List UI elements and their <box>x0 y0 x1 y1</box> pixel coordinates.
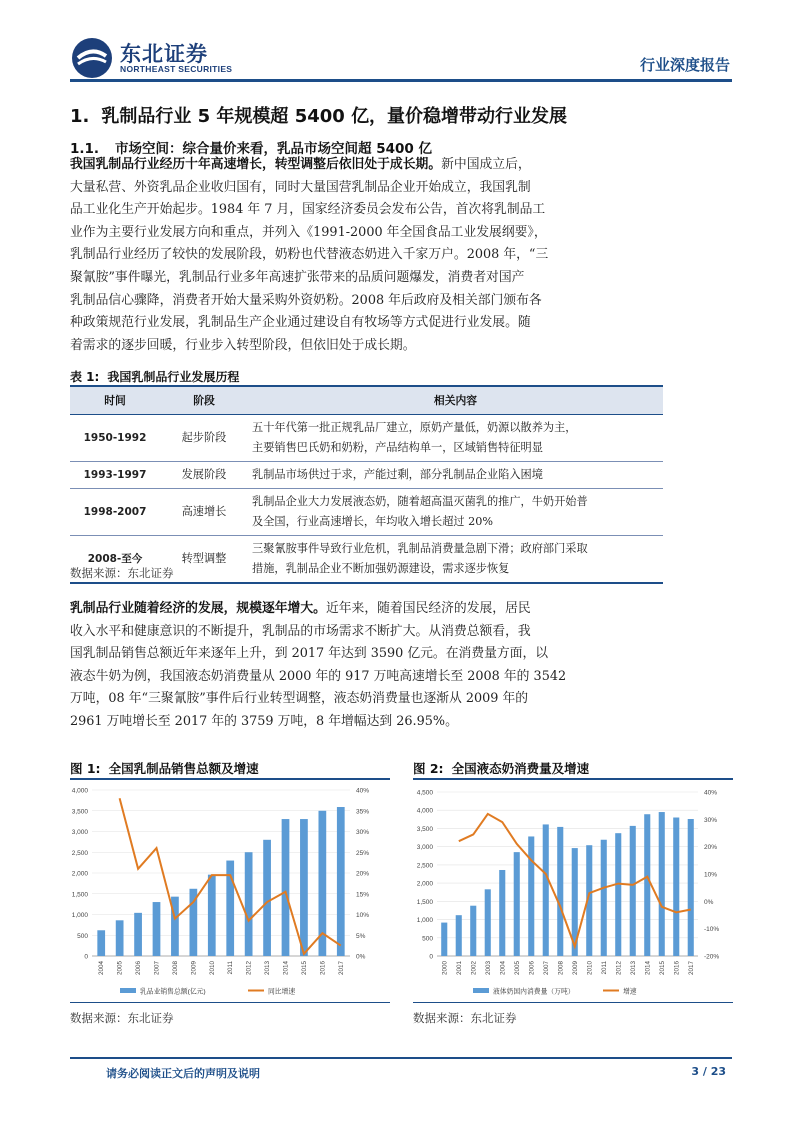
paragraph-line: 万吨，08 年“三聚氰胺”事件后行业转型调整，液态奶消费量也逐渐从 2009 年的 <box>70 691 529 707</box>
cell-period: 1998-2007 <box>70 489 160 536</box>
bar <box>557 827 563 956</box>
section-number: 1. <box>70 106 90 127</box>
cell-content-line: 五十年代第一批正规乳品厂建立，原奶产量低，奶源以散养为主， <box>252 421 577 434</box>
y-left-tick-label: 2,000 <box>71 870 88 878</box>
y-right-tick-label: 35% <box>356 808 370 816</box>
subsection-number: 1.1. <box>70 141 100 157</box>
y-right-tick-label: 0% <box>704 898 714 906</box>
x-tick-label: 2017 <box>687 961 695 976</box>
page-number: 3 / 23 <box>691 1065 726 1078</box>
figure-2-caption <box>413 759 589 777</box>
legend-bar-swatch <box>473 988 489 993</box>
x-tick-label: 2016 <box>319 961 327 976</box>
x-tick-label: 2001 <box>455 961 463 976</box>
table-row <box>70 489 663 536</box>
table-number: 表 1: <box>70 370 100 384</box>
cell-period: 2008-至今 <box>70 536 160 584</box>
bar <box>282 819 290 956</box>
paragraph-line: 收入水平和健康意识的不断提升，乳制品的市场需求不断扩大。从消费总额看，我 <box>70 623 531 639</box>
bar <box>263 840 271 956</box>
bar <box>116 920 124 956</box>
y-left-tick-label: 0 <box>84 953 88 961</box>
y-left-tick-label: 500 <box>422 935 433 943</box>
paragraph-line: 国乳制品销售总额近年来逐年上升，到 2017 年达到 3590 亿元。在消费量方面，以 <box>70 646 549 662</box>
table-header-row <box>70 386 663 415</box>
x-tick-label: 2008 <box>171 961 179 976</box>
y-left-tick-label: 4,000 <box>416 807 433 815</box>
y-left-tick-label: 3,500 <box>71 808 88 816</box>
paragraph-line: 近年来，随着国民经济的发展，居民 <box>325 601 531 616</box>
figure-title: 全国乳制品销售总额及增速 <box>108 761 259 776</box>
x-tick-label: 2017 <box>337 961 345 976</box>
cell-stage: 转型调整 <box>160 536 248 584</box>
x-tick-label: 2010 <box>208 961 216 976</box>
x-tick-label: 2012 <box>615 961 623 976</box>
cell-content-line: 措施，乳制品企业不断加强奶源建设，需求逐步恢复 <box>252 562 510 575</box>
y-right-tick-label: -10% <box>704 926 720 934</box>
y-left-tick-label: 500 <box>77 932 88 940</box>
cell-content <box>248 415 663 462</box>
x-tick-label: 2004 <box>98 961 106 976</box>
y-right-tick-label: 40% <box>356 787 370 795</box>
x-tick-label: 2002 <box>470 961 478 976</box>
x-tick-label: 2011 <box>600 961 608 975</box>
paragraph-line: 2961 万吨增长至 2017 年的 3759 万吨，8 年增幅达到 26.95%。 <box>70 713 458 729</box>
bar <box>485 889 491 956</box>
x-tick-label: 2005 <box>116 961 124 976</box>
y-left-tick-label: 3,000 <box>416 844 433 852</box>
y-right-tick-label: 10% <box>704 871 718 879</box>
section-heading <box>70 102 567 128</box>
table-caption <box>70 368 239 385</box>
x-tick-label: 2011 <box>227 961 235 975</box>
y-left-tick-label: 3,000 <box>71 829 88 836</box>
column-header-period: 时间 <box>70 386 160 415</box>
figure-number: 图 1: <box>70 761 101 776</box>
bar <box>644 814 650 956</box>
x-tick-label: 2007 <box>542 961 550 976</box>
cell-content <box>248 489 663 536</box>
y-right-tick-label: 0% <box>356 953 366 961</box>
cell-content-line: 主要销售巴氏奶和奶粉，产品结构单一，区域销售特征明显 <box>252 441 543 454</box>
x-tick-label: 2009 <box>190 961 198 976</box>
y-left-tick-label: 4,500 <box>416 789 433 797</box>
x-tick-label: 2014 <box>282 961 290 976</box>
paragraph-line: 乳制品行业经历了较快的发展阶段，奶粉也代替液态奶进入千家万户。2008 年，“三 <box>70 247 549 263</box>
cell-content-line: 乳制品市场供过于求，产能过剩，部分乳制品企业陷入困境 <box>252 468 543 481</box>
y-right-tick-label: 30% <box>704 816 718 824</box>
table-row <box>70 462 663 489</box>
paragraph-lead: 乳制品行业随着经济的发展，规模逐年增大。 <box>70 601 326 616</box>
y-right-tick-label: 25% <box>356 849 370 857</box>
y-left-tick-label: 1,500 <box>71 891 88 899</box>
footer-divider <box>70 1057 732 1059</box>
x-tick-label: 2014 <box>644 961 652 976</box>
section-title: 乳制品行业 5 年规模超 5400 亿，量价稳增带动行业发展 <box>101 106 568 127</box>
paragraph-line: 品工业化生产开始起步。1984 年 7 月，国家经济委员会发布公告，首次将乳制品工 <box>70 202 546 218</box>
x-tick-label: 2016 <box>673 961 681 976</box>
liquid-milk-consumption-chart <box>413 782 733 1000</box>
brand-name-english: NORTHEAST SECURITIES <box>120 64 233 74</box>
bar <box>615 833 621 956</box>
cell-stage: 高速增长 <box>160 489 248 536</box>
cell-stage: 起步阶段 <box>160 415 248 462</box>
figure-1-source: 数据来源：东北证券 <box>70 1011 174 1025</box>
legend-bar-label: 乳品业销售总额(亿元) <box>140 988 206 996</box>
x-tick-label: 2013 <box>264 961 272 976</box>
column-header-stage: 阶段 <box>160 386 248 415</box>
cell-content <box>248 462 663 489</box>
x-tick-label: 2015 <box>300 961 308 976</box>
cell-stage: 发展阶段 <box>160 462 248 489</box>
x-tick-label: 2007 <box>153 961 161 976</box>
y-right-tick-label: 40% <box>704 789 718 797</box>
y-left-tick-label: 2,000 <box>416 880 433 888</box>
legend-line-label: 同比增速 <box>268 988 296 996</box>
x-tick-label: 2006 <box>135 961 143 976</box>
y-right-tick-label: 20% <box>704 844 718 852</box>
bar <box>337 807 345 956</box>
y-right-tick-label: 5% <box>356 932 366 940</box>
paragraph-line: 聚氰胺”事件曝光，乳制品行业多年高速扩张带来的品质问题爆发，消费者对国产 <box>70 269 525 285</box>
x-tick-label: 2004 <box>499 961 507 976</box>
bar <box>543 824 549 956</box>
bar <box>659 812 665 956</box>
y-right-tick-label: 15% <box>356 891 370 899</box>
bar <box>300 819 308 956</box>
x-tick-label: 2010 <box>586 961 594 976</box>
bar <box>470 906 476 956</box>
bar <box>688 819 694 956</box>
figure-number: 图 2: <box>413 761 444 776</box>
figure-2-source: 数据来源：东北证券 <box>413 1011 517 1025</box>
bar <box>514 852 520 956</box>
x-tick-label: 2000 <box>441 961 449 976</box>
paragraph-lead: 我国乳制品行业经历十年高速增长，转型调整后依旧处于成长期。 <box>70 157 442 172</box>
y-right-tick-label: 10% <box>356 912 370 919</box>
column-header-content: 相关内容 <box>248 386 663 415</box>
cell-content-line: 及全国，行业高速增长，年均收入增长超过 20% <box>252 515 493 528</box>
y-left-tick-label: 2,500 <box>71 849 88 857</box>
cell-content-line: 三聚氰胺事件导致行业危机，乳制品消费量急剧下滑；政府部门采取 <box>252 542 588 555</box>
bar <box>97 930 105 956</box>
y-right-tick-label: -20% <box>704 953 720 961</box>
figure-1-top-rule <box>70 778 390 780</box>
bar <box>601 840 607 956</box>
brand-name: 东北证券 <box>120 42 208 66</box>
figure-1-caption <box>70 759 259 777</box>
bar <box>134 913 142 956</box>
table-source: 数据来源：东北证券 <box>70 566 174 580</box>
bar <box>456 915 462 956</box>
table-row <box>70 415 663 462</box>
y-right-tick-label: 30% <box>356 829 370 836</box>
subsection-title: 市场空间：综合量价来看，乳品市场空间超 5400 亿 <box>115 141 433 157</box>
x-tick-label: 2013 <box>629 961 637 976</box>
y-left-tick-label: 0 <box>429 953 433 961</box>
x-tick-label: 2009 <box>571 961 579 976</box>
cell-content-line: 乳制品企业大力发展液态奶，随着超高温灭菌乳的推广，牛奶开始普 <box>252 495 588 508</box>
paragraph-line: 乳制品信心骤降，消费者开始大量采购外资奶粉。2008 年后政府及相关部门颁布各 <box>70 292 542 308</box>
northeast-securities-logo-icon <box>70 36 114 80</box>
disclaimer-note: 请务必阅读正文后的声明及说明 <box>106 1067 260 1080</box>
paragraph-line: 大量私营、外资乳品企业收归国有，同时大量国营乳制品企业开始成立，我国乳制 <box>70 179 531 195</box>
cell-content <box>248 536 663 584</box>
bar <box>499 870 505 956</box>
paragraph-line: 业作为主要行业发展方向和重点，并列入《1991-2000 年全国食品工业发展纲要》， <box>70 224 547 240</box>
bar <box>630 826 636 956</box>
legend-line-label: 增速 <box>623 988 637 996</box>
x-tick-label: 2003 <box>484 961 492 976</box>
figure-1-bottom-rule <box>70 1002 390 1003</box>
y-left-tick-label: 2,500 <box>416 862 433 870</box>
table-title: 我国乳制品行业发展历程 <box>107 370 240 384</box>
cell-period: 1950-1992 <box>70 415 160 462</box>
y-left-tick-label: 1,000 <box>416 917 433 925</box>
legend-bar-label: 液体奶国内消费量（万吨） <box>493 988 575 996</box>
bar <box>673 818 679 956</box>
development-stages-table <box>70 385 663 584</box>
bar <box>208 875 216 956</box>
paragraph-market-growth <box>70 598 590 734</box>
y-left-tick-label: 1,000 <box>71 912 88 919</box>
y-left-tick-label: 1,500 <box>416 898 433 906</box>
x-tick-label: 2012 <box>245 961 253 976</box>
paragraph-line: 着需求的逐步回暖，行业步入转型阶段，但依旧处于成长期。 <box>70 337 416 353</box>
bar <box>441 923 447 956</box>
figure-2-bottom-rule <box>413 1002 733 1003</box>
cell-period: 1993-1997 <box>70 462 160 489</box>
y-right-tick-label: 20% <box>356 870 370 878</box>
x-tick-label: 2015 <box>658 961 666 976</box>
header-divider <box>70 79 732 82</box>
y-left-tick-label: 4,000 <box>71 787 88 795</box>
paragraph-line: 新中国成立后， <box>441 157 531 172</box>
dairy-sales-chart <box>70 782 390 1000</box>
bar <box>528 836 534 956</box>
bar <box>245 852 253 956</box>
x-tick-label: 2005 <box>513 961 521 976</box>
paragraph-line: 种政策规范行业发展，乳制品生产企业通过建设自有牧场等方式促进行业发展。随 <box>70 315 531 331</box>
report-type-label: 行业深度报告 <box>639 56 730 74</box>
x-tick-label: 2008 <box>557 961 565 976</box>
paragraph-line: 液态牛奶为例，我国液态奶消费量从 2000 年的 917 万吨高速增长至 2008 年的 3542 <box>70 668 567 684</box>
legend-bar-swatch <box>120 988 136 993</box>
y-left-tick-label: 3,500 <box>416 825 433 833</box>
figure-2-top-rule <box>413 778 733 780</box>
bar <box>153 902 161 956</box>
x-tick-label: 2006 <box>528 961 536 976</box>
figure-title: 全国液态奶消费量及增速 <box>451 761 590 776</box>
paragraph-industry-history <box>70 154 590 357</box>
